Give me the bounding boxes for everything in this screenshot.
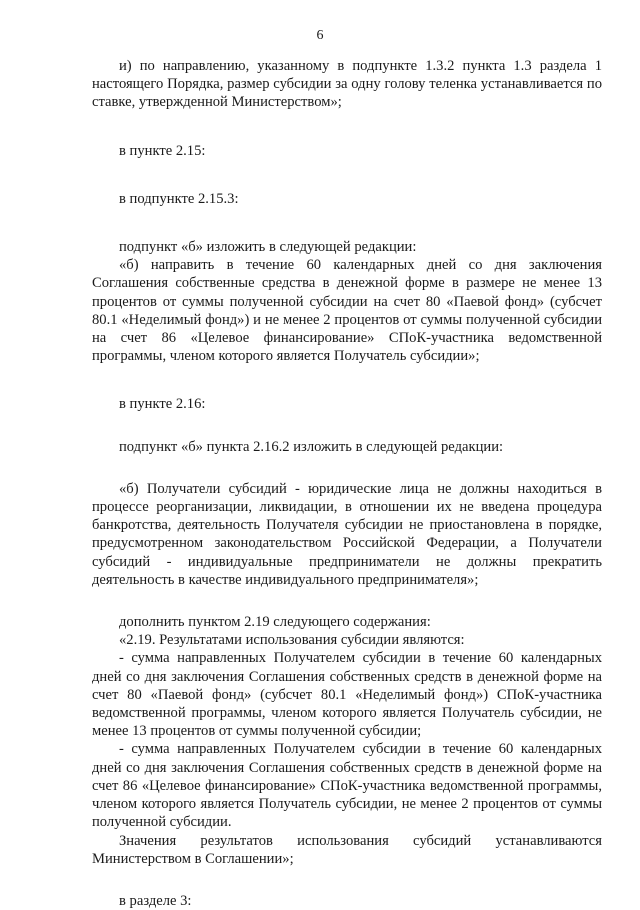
heading-subpoint-2-15-3: в подпункте 2.15.3: [119, 190, 239, 207]
paragraph-item-i: и) по направлению, указанному в подпункте 1.3.2 пункта 1.3 раздела 1 настоящего Порядка, размер субсидии за одну голову теленка устанавливается по ставке, утвержденной Министерством»; [92, 58, 602, 111]
paragraph-2-19-result-1: - сумма направленных Получателем субсидии в течение 60 календарных дней со дня заключения Соглашения собственных средств в денежной форме на счет 80 «Паевой фонд» (субсчет 80.1 «Неделимый фонд») СПоК-участника ведомственной программы, членом которого является Получатель субсидии, не менее 13 процентов от суммы полученной субсидии; [92, 650, 602, 740]
instruction-add-2-19: дополнить пунктом 2.19 следующего содержания: [119, 614, 431, 631]
paragraph-subpoint-b-2-15-3: «б) направить в течение 60 календарных дней со дня заключения Соглашения собственные средства в денежной форме в размере не менее 13 процентов от суммы полученной субсидии на счет 80 «Паевой фонд» (субсчет 80.1 «Неделимый фонд») и не менее 2 процентов от суммы полученной субсидии на счет 86 «Целевое финансирование» СПоК-участника ведомственной программы, членом которого является Получатель субсидии»; [92, 257, 602, 365]
instruction-subpoint-b: подпункт «б» изложить в следующей редакции: [119, 239, 417, 256]
page-number: 6 [316, 28, 324, 43]
paragraph-2-19-result-2: - сумма направленных Получателем субсидии в течение 60 календарных дней со дня заключения Соглашения собственных средств в денежной форме на счет 86 «Целевое финансирование» СПоК-участника ведомственной программы, членом которого является Получатель субсидии, не менее 2 процентов от суммы полученной субсидии. [92, 741, 602, 831]
heading-section-3: в разделе 3: [119, 892, 192, 909]
paragraph-subpoint-b-2-16-2: «б) Получатели субсидий - юридические лица не должны находиться в процессе реорганизации, ликвидации, в отношении их не введена процедура банкротства, деятельность Получателя субсидии не приостановлена в порядке, предусмотренном законодательством Российской Федерации, а Получатели субсидий - индивидуальные предприниматели не должны прекратить деятельность в качестве индивидуального предпринимателя»; [92, 480, 602, 588]
heading-point-2-15: в пункте 2.15: [119, 142, 206, 159]
heading-point-2-16: в пункте 2.16: [119, 396, 206, 413]
document-body [92, 57, 602, 910]
instruction-subpoint-b-2-16-2: подпункт «б» пункта 2.16.2 изложить в следующей редакции: [119, 438, 504, 455]
paragraph-2-19-values: Значения результатов использования субсидий устанавливаются Министерством в Соглашении»; [92, 832, 602, 867]
paragraph-2-19-title: «2.19. Результатами использования субсидии являются: [119, 632, 465, 649]
